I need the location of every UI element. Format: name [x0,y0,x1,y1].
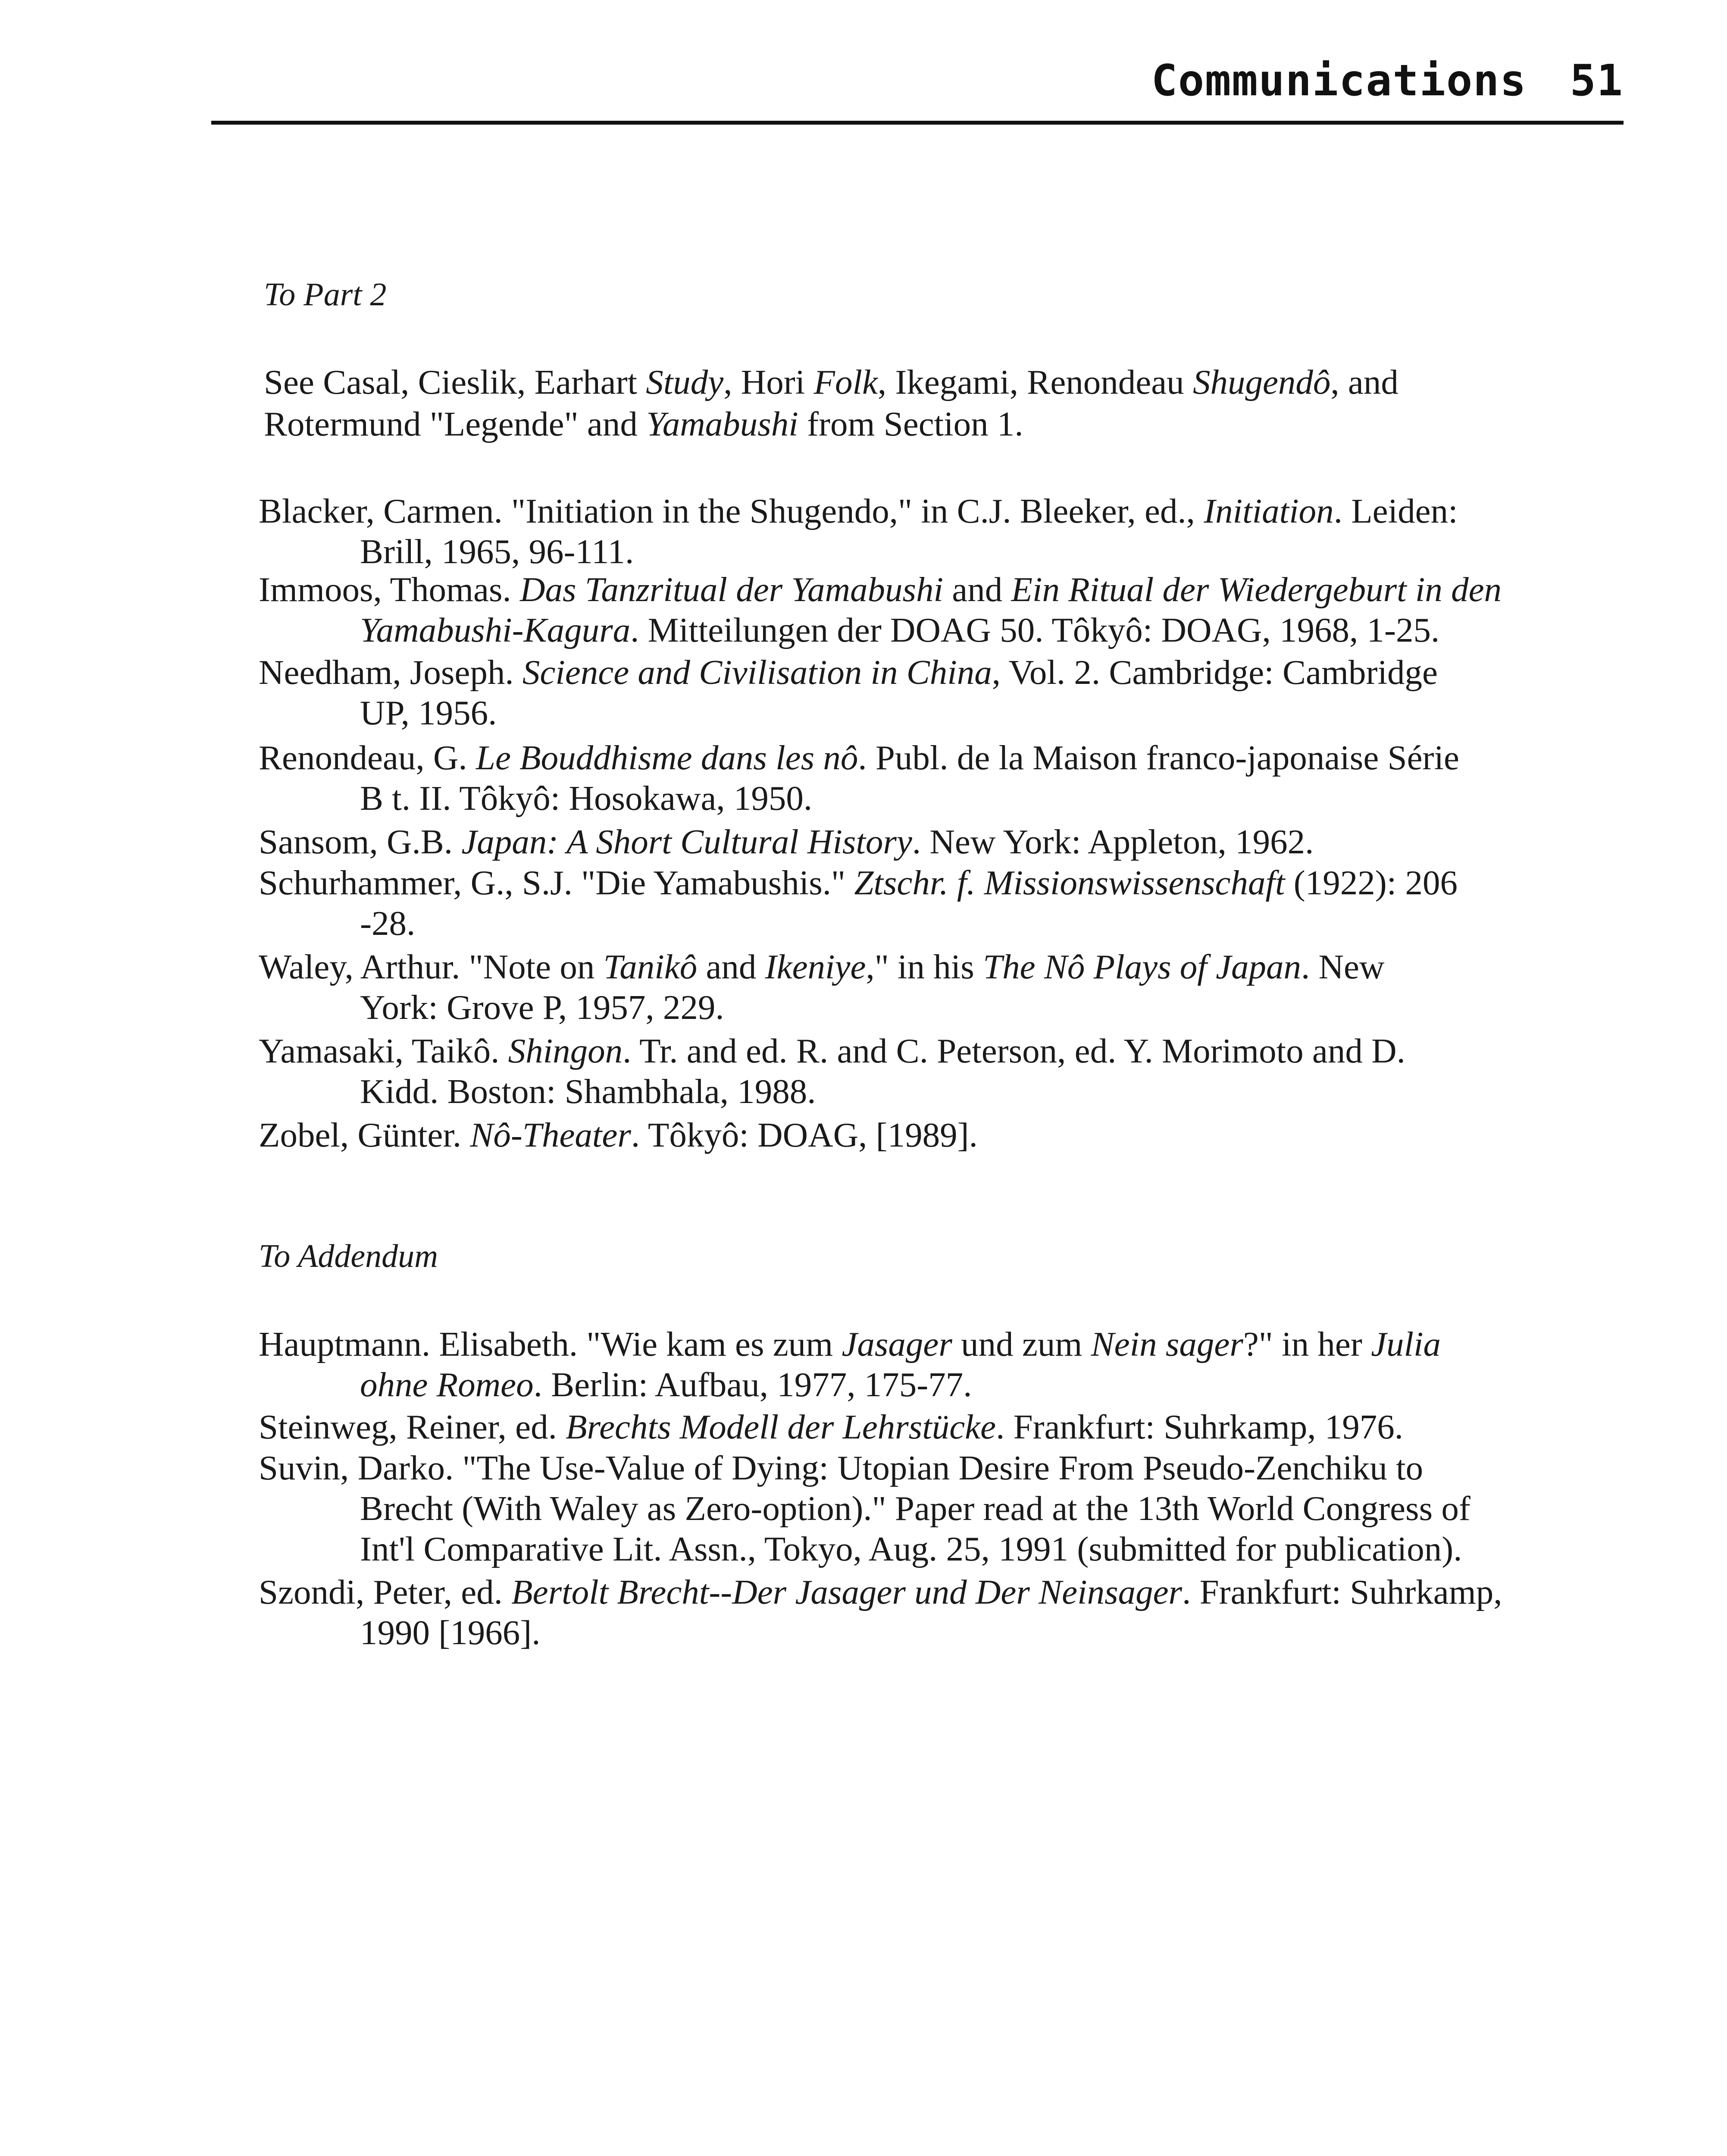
entry-line [259,569,1502,610]
entry-line [259,737,1459,778]
entry-line [259,491,1458,531]
title-text: Ikeniye [765,947,866,986]
intro-line [264,361,1398,403]
bib-entry-renondeau [259,737,1459,818]
title-text: Yamabushi [646,404,798,443]
entry-line [259,946,1384,987]
text: (1922): 206 [1285,863,1458,902]
title-text: Brechts Modell der Lehrstücke [566,1407,996,1446]
entry-continuation: 1990 [1966]. [360,1613,541,1652]
bib-entry-sansom [259,821,1314,862]
bib-entry-hauptmann [259,1324,1441,1405]
text: Szondi, Peter, ed. [259,1573,512,1611]
bib-entry-waley [259,946,1384,1028]
entry-continuation: -28. [360,904,416,943]
title-text: Yamabushi-Kagura [360,611,631,649]
entry-line [259,652,1438,693]
entry-continuation: Brecht (With Waley as Zero-option)." Paper read at the 13th World Congress of [360,1489,1470,1528]
bib-entry-immoos [259,569,1502,650]
title-text: Nô-Theater [470,1116,631,1154]
title-text: Le Bouddhisme dans les nô [476,738,858,777]
bib-entry-suvin [259,1448,1470,1569]
text: . Tôkyô: DOAG, [1989]. [631,1116,978,1154]
header-title: Communications [1151,55,1527,106]
text: , Hori [723,363,814,401]
text: Yamasaki, Taikô. [259,1031,508,1070]
text: . New York: Appleton, 1962. [912,822,1314,861]
text: . Mitteilungen der DOAG 50. Tôkyô: DOAG, 1968, 1-25. [630,611,1440,649]
entry-continuation [259,1364,1441,1405]
page-number: 51 [1570,55,1624,106]
text: Blacker, Carmen. "Initiation in the Shugendo," in C.J. Bleeker, ed., [259,492,1204,530]
entry-line [259,1572,1502,1612]
bib-entry-needham [259,652,1438,733]
text: . New [1301,947,1385,986]
running-header [1151,55,1624,106]
text: Steinweg, Reiner, ed. [259,1407,566,1446]
entry-continuation: Int'l Comparative Lit. Assn., Tokyo, Aug. 25, 1991 (submitted for publication). [360,1529,1462,1568]
text: from Section 1. [798,404,1023,443]
text: Needham, Joseph. [259,653,522,692]
bib-entry-steinweg [259,1407,1403,1447]
bib-entry-schurhammer [259,862,1458,943]
title-text: Ein Ritual der Wiedergeburt in den [1011,570,1502,609]
entry-continuation: UP, 1956. [360,693,497,732]
title-text: Shugendô [1192,363,1331,401]
text: Immoos, Thomas. [259,570,520,609]
part-2-intro [264,361,1398,445]
text: ?" in her [1243,1325,1371,1363]
text: and [943,570,1011,609]
text: ," in his [866,947,983,986]
title-text: Folk [813,363,878,401]
text: Sansom, G.B. [259,822,462,861]
title-text: Initiation [1204,492,1334,530]
text: . Frankfurt: Suhrkamp, [1182,1573,1502,1611]
text: . Berlin: Aufbau, 1977, 175-77. [533,1365,972,1404]
bib-entry-zobel [259,1115,978,1155]
title-text: Jasager [842,1325,952,1363]
entry-line [259,862,1458,903]
entry-line [259,1115,978,1155]
entry-continuation: Kidd. Boston: Shambhala, 1988. [360,1072,816,1111]
title-text: ohne Romeo [360,1365,534,1404]
intro-line [264,403,1398,445]
section-heading-part-2: To Part 2 [264,276,387,313]
title-text: Tanikô [603,947,698,986]
entry-line [259,1324,1441,1364]
text: Schurhammer, G., S.J. "Die Yamabushis." [259,863,854,902]
title-text: Shingon [508,1031,623,1070]
title-text: Japan: A Short Cultural History [461,822,912,861]
text: and [697,947,765,986]
section-heading-addendum: To Addendum [259,1238,438,1274]
text: Rotermund "Legende" and [264,404,647,443]
text: Renondeau, G. [259,738,476,777]
text: . Frankfurt: Suhrkamp, 1976. [996,1407,1403,1446]
bib-entry-yamasaki [259,1031,1405,1112]
entry-continuation [259,610,1502,650]
title-text: Das Tanzritual der Yamabushi [520,570,944,609]
text: , Vol. 2. Cambridge: Cambridge [992,653,1438,692]
text: See Casal, Cieslik, Earhart [264,363,646,401]
entry-line [259,1407,1403,1447]
entry-continuation: B t. II. Tôkyô: Hosokawa, 1950. [360,779,813,818]
title-text: Nein sager [1091,1325,1243,1363]
text: Zobel, Günter. [259,1116,470,1154]
entry-line [259,821,1314,862]
bib-entry-szondi [259,1572,1502,1653]
entry-continuation: Brill, 1965, 96-111. [360,532,634,571]
entry-line: Suvin, Darko. "The Use-Value of Dying: Utopian Desire From Pseudo-Zenchiku to [259,1448,1424,1487]
title-text: Julia [1371,1325,1441,1363]
text: Waley, Arthur. "Note on [259,947,604,986]
text: Hauptmann. Elisabeth. "Wie kam es zum [259,1325,842,1363]
text: , and [1330,363,1398,401]
title-text: Science and Civilisation in China [522,653,992,692]
text: . Publ. de la Maison franco-japonaise Série [858,738,1459,777]
text: und zum [952,1325,1091,1363]
title-text: Ztschr. f. Missionswissenschaft [854,863,1285,902]
text: . Tr. and ed. R. and C. Peterson, ed. Y. Morimoto and D. [623,1031,1405,1070]
title-text: The Nô Plays of Japan [983,947,1302,986]
text: . Leiden: [1333,492,1458,530]
text: , Ikegami, Renondeau [877,363,1193,401]
entry-continuation: York: Grove P, 1957, 229. [360,988,724,1027]
title-text: Study [646,363,724,401]
entry-line [259,1031,1405,1071]
bib-entry-blacker [259,491,1458,572]
header-rule [211,121,1624,125]
title-text: Bertolt Brecht--Der Jasager und Der Neinsager [511,1573,1183,1611]
